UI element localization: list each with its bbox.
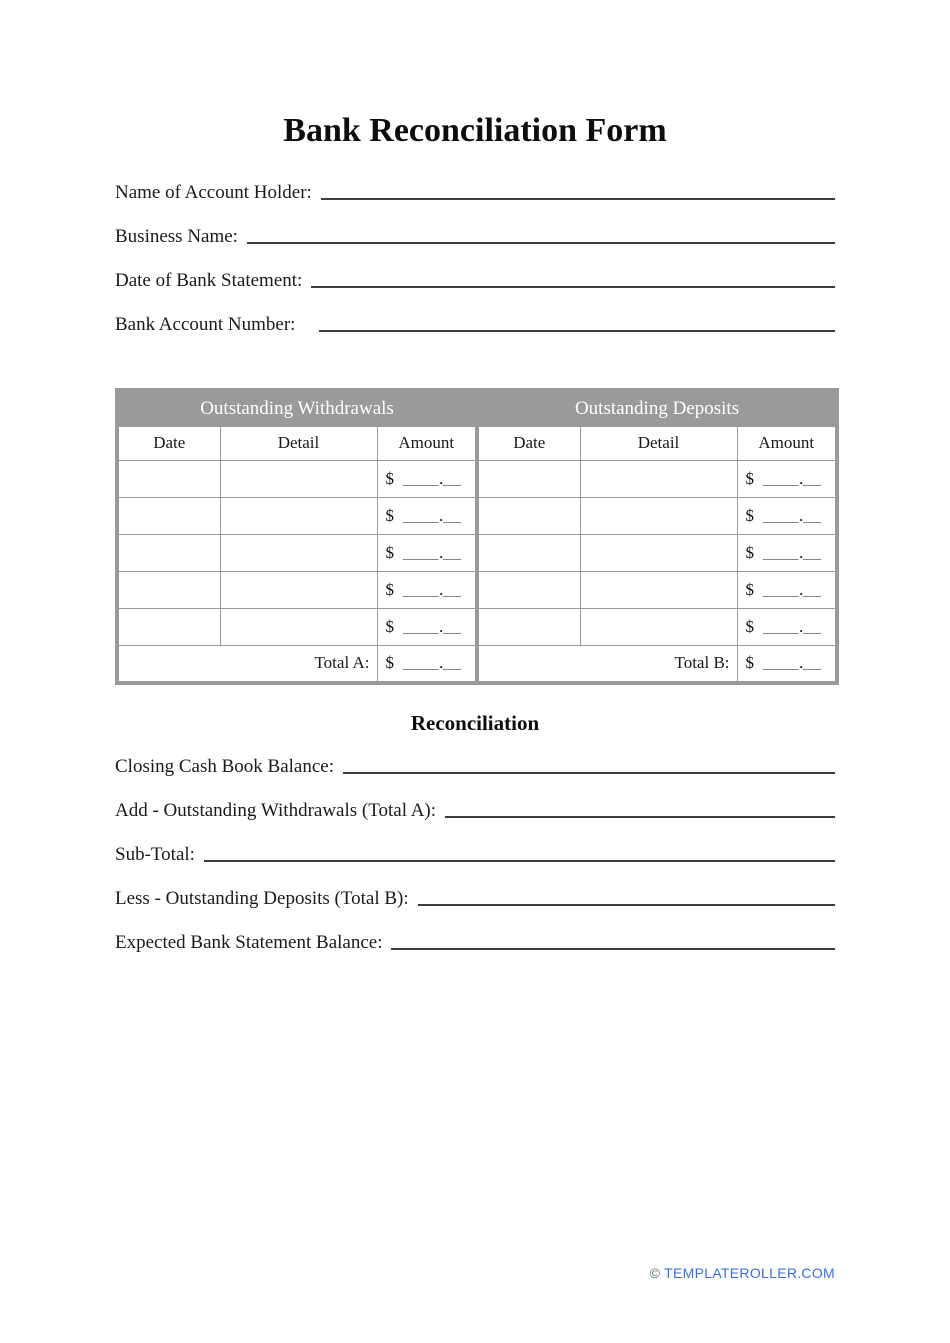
currency-symbol: $: [385, 616, 394, 636]
field-business-name: [115, 207, 835, 251]
date-cell: [477, 460, 580, 497]
detail-cell: [220, 608, 377, 645]
column-header-date: Date: [477, 426, 580, 460]
detail-cell: [580, 460, 737, 497]
table-column-header-row: [117, 426, 837, 460]
currency-symbol: $: [745, 579, 755, 599]
currency-symbol: $: [385, 468, 394, 488]
copyright-symbol: ©: [649, 1265, 661, 1281]
footer: [650, 1265, 835, 1281]
reconciliation-heading: Reconciliation: [410, 711, 540, 735]
table-row: [117, 608, 837, 645]
currency-symbol: $: [385, 579, 394, 599]
date-cell: [117, 608, 220, 645]
amount-cell: $ ____.__: [377, 497, 477, 534]
total-b-amount-cell: $ ____.__: [737, 645, 837, 683]
fill-line: [204, 860, 835, 862]
table-section-header-row: [117, 390, 837, 426]
column-header-detail: Detail: [220, 426, 377, 460]
detail-cell: [580, 608, 737, 645]
field-label: Bank Account Number:: [115, 314, 296, 335]
currency-symbol: $: [745, 542, 755, 562]
column-header-amount: Amount: [377, 426, 477, 460]
field-closing-balance: [115, 737, 835, 781]
field-label: Business Name:: [115, 226, 238, 247]
fill-line: [311, 286, 835, 288]
table-row: [117, 460, 837, 497]
templateroller-link[interactable]: TEMPLATEROLLER.COM: [664, 1265, 835, 1281]
amount-cell: $ ____.__: [377, 571, 477, 608]
currency-symbol: $: [745, 616, 755, 636]
date-cell: [477, 571, 580, 608]
field-label: Sub-Total:: [115, 844, 195, 865]
outstanding-items-table: [115, 388, 839, 685]
section-header-withdrawals: Outstanding Withdrawals: [117, 390, 477, 426]
date-cell: [117, 460, 220, 497]
amount-cell: $ ____.__: [737, 608, 837, 645]
detail-cell: [580, 497, 737, 534]
fill-line: [391, 948, 835, 950]
page-title: Bank Reconciliation Form: [283, 112, 667, 149]
total-a-label: Total A:: [117, 645, 377, 683]
field-label: Closing Cash Book Balance:: [115, 756, 335, 777]
amount-cell: $ ____.__: [737, 571, 837, 608]
currency-symbol: $: [385, 653, 394, 673]
detail-cell: [580, 571, 737, 608]
date-cell: [477, 608, 580, 645]
detail-cell: [580, 534, 737, 571]
fill-line: [319, 330, 835, 332]
date-cell: [477, 497, 580, 534]
date-cell: [477, 534, 580, 571]
field-label: Date of Bank Statement:: [115, 270, 303, 291]
currency-symbol: $: [385, 542, 394, 562]
date-cell: [117, 571, 220, 608]
field-label: Name of Account Holder:: [115, 182, 312, 203]
amount-cell: $ ____.__: [377, 534, 477, 571]
detail-cell: [220, 571, 377, 608]
currency-symbol: $: [745, 505, 755, 525]
field-label: Less - Outstanding Deposits (Total B):: [115, 888, 409, 909]
field-less-deposits: [115, 869, 835, 913]
amount-cell: $ ____.__: [377, 608, 477, 645]
amount-cell: $ ____.__: [737, 534, 837, 571]
field-label: Expected Bank Statement Balance:: [115, 932, 383, 953]
section-header-deposits: Outstanding Deposits: [477, 390, 837, 426]
detail-cell: [220, 497, 377, 534]
fill-line: [247, 242, 835, 244]
field-label: Add - Outstanding Withdrawals (Total A):: [115, 800, 437, 821]
amount-cell: $ ____.__: [737, 460, 837, 497]
field-sub-total: [115, 825, 835, 869]
table-total-row: [117, 645, 837, 683]
currency-symbol: $: [745, 468, 755, 488]
account-info-section: [115, 163, 835, 339]
field-account-number: [115, 295, 835, 339]
reconciliation-section: [115, 737, 835, 957]
detail-cell: [220, 460, 377, 497]
amount-cell: $ ____.__: [377, 460, 477, 497]
field-add-withdrawals: [115, 781, 835, 825]
field-statement-date: [115, 251, 835, 295]
column-header-detail: Detail: [580, 426, 737, 460]
column-header-amount: Amount: [737, 426, 837, 460]
amount-cell: $ ____.__: [737, 497, 837, 534]
currency-symbol: $: [745, 653, 755, 673]
fill-line: [418, 904, 835, 906]
fill-line: [321, 198, 835, 200]
total-b-label: Total B:: [477, 645, 737, 683]
total-a-amount-cell: $ ____.__: [377, 645, 477, 683]
fill-line: [343, 772, 835, 774]
table-row: [117, 534, 837, 571]
table-row: [117, 497, 837, 534]
column-header-date: Date: [117, 426, 220, 460]
field-expected-balance: [115, 913, 835, 957]
date-cell: [117, 497, 220, 534]
table-row: [117, 571, 837, 608]
currency-symbol: $: [385, 505, 394, 525]
detail-cell: [220, 534, 377, 571]
fill-line: [445, 816, 835, 818]
field-account-holder: [115, 163, 835, 207]
date-cell: [117, 534, 220, 571]
